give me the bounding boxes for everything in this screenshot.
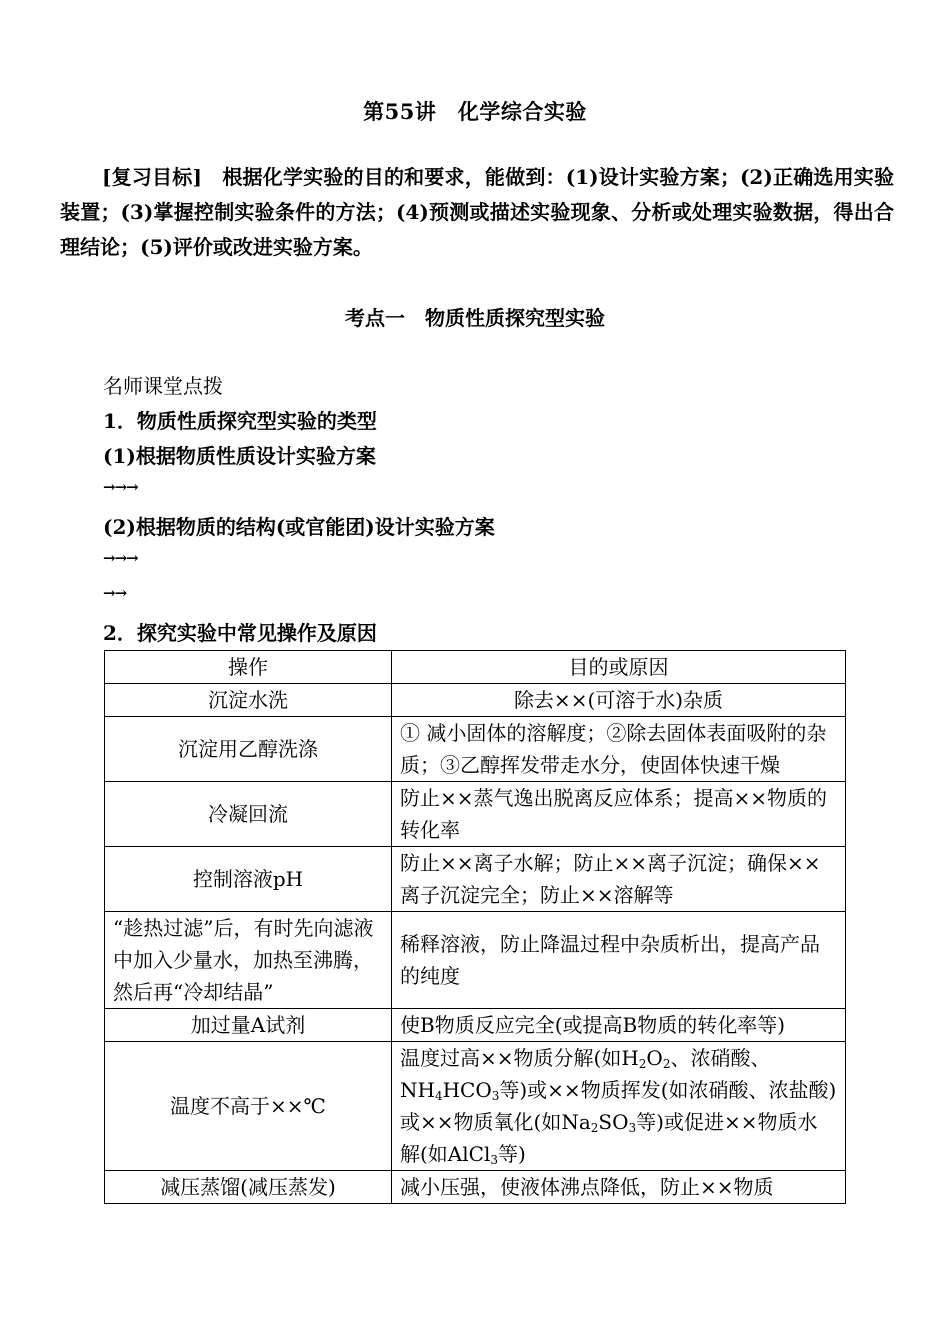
reason-cell: 使B物质反应完全(或提高B物质的转化率等) bbox=[392, 1009, 846, 1042]
reason-cell: 温度过高××物质分解(如$H_2O_2$、浓硝酸、$NH_4HCO_3$等)或××物质挥发(如浓硝酸、浓盐酸)或××物质氧化(如$Na_2SO_3$等)或促进××物质水解(如AlCl$_3$等) bbox=[392, 1042, 846, 1171]
objectives-text: 根据化学实验的目的和要求，能做到：(1)设计实验方案；(2)正确选用实验装置；(3)掌握控制实验条件的方法；(4)预测或描述实验现象、分析或处理实验数据，得出合理结论；(5)评价或改进实验方案。 bbox=[60, 165, 895, 259]
operation-cell: 沉淀用乙醇洗涤 bbox=[105, 717, 392, 782]
reason-cell: 除去××(可溶于水)杂质 bbox=[392, 684, 846, 717]
item-1-sub-1: (1)根据物质性质设计实验方案 bbox=[103, 444, 376, 468]
arrow-flow-b: →→→ bbox=[103, 549, 138, 567]
section-title: 考点一 物质性质探究型实验 bbox=[345, 306, 605, 330]
objectives-label: [复习目标] bbox=[102, 165, 202, 189]
table-row bbox=[105, 782, 846, 847]
teacher-tips-heading: 名师课堂点拨 bbox=[103, 374, 223, 398]
operation-cell: 控制溶液pH bbox=[105, 847, 392, 912]
reason-cell: 防止××离子水解；防止××离子沉淀；确保××离子沉淀完全；防止××溶解等 bbox=[392, 847, 846, 912]
table-row bbox=[105, 684, 846, 717]
table-row bbox=[105, 1009, 846, 1042]
lecture-title: 第55讲 化学综合实验 bbox=[363, 99, 587, 124]
arrow-flow-a: →→→ bbox=[103, 478, 138, 496]
arrow-flow-c: →→ bbox=[103, 584, 127, 602]
operations-table bbox=[104, 650, 846, 1204]
table-row bbox=[105, 847, 846, 912]
reason-cell: 减小压强，使液体沸点降低，防止××物质 bbox=[392, 1171, 846, 1204]
item-1-heading: 1．物质性质探究型实验的类型 bbox=[103, 409, 377, 433]
operation-cell: “趁热过滤”后，有时先向滤液中加入少量水，加热至沸腾，然后再“冷却结晶” bbox=[105, 912, 392, 1009]
reason-cell: ① 减小固体的溶解度；②除去固体表面吸附的杂质；③乙醇挥发带走水分，使固体快速干燥 bbox=[392, 717, 846, 782]
header-operation: 操作 bbox=[105, 651, 392, 684]
reason-cell: 防止××蒸气逸出脱离反应体系；提高××物质的转化率 bbox=[392, 782, 846, 847]
table-row bbox=[105, 1042, 846, 1171]
reason-cell: 稀释溶液，防止降温过程中杂质析出，提高产品的纯度 bbox=[392, 912, 846, 1009]
operation-cell: 温度不高于××℃ bbox=[105, 1042, 392, 1171]
table-row bbox=[105, 1171, 846, 1204]
operation-cell: 冷凝回流 bbox=[105, 782, 392, 847]
operation-cell: 减压蒸馏(减压蒸发) bbox=[105, 1171, 392, 1204]
operation-cell: 加过量A试剂 bbox=[105, 1009, 392, 1042]
header-reason: 目的或原因 bbox=[392, 651, 846, 684]
table-header-row bbox=[105, 651, 846, 684]
operation-cell: 沉淀水洗 bbox=[105, 684, 392, 717]
review-objectives bbox=[60, 160, 894, 265]
item-2-heading: 2．探究实验中常见操作及原因 bbox=[103, 621, 377, 645]
item-1-sub-2: (2)根据物质的结构(或官能团)设计实验方案 bbox=[103, 515, 495, 539]
table-row bbox=[105, 717, 846, 782]
table-row bbox=[105, 912, 846, 1009]
